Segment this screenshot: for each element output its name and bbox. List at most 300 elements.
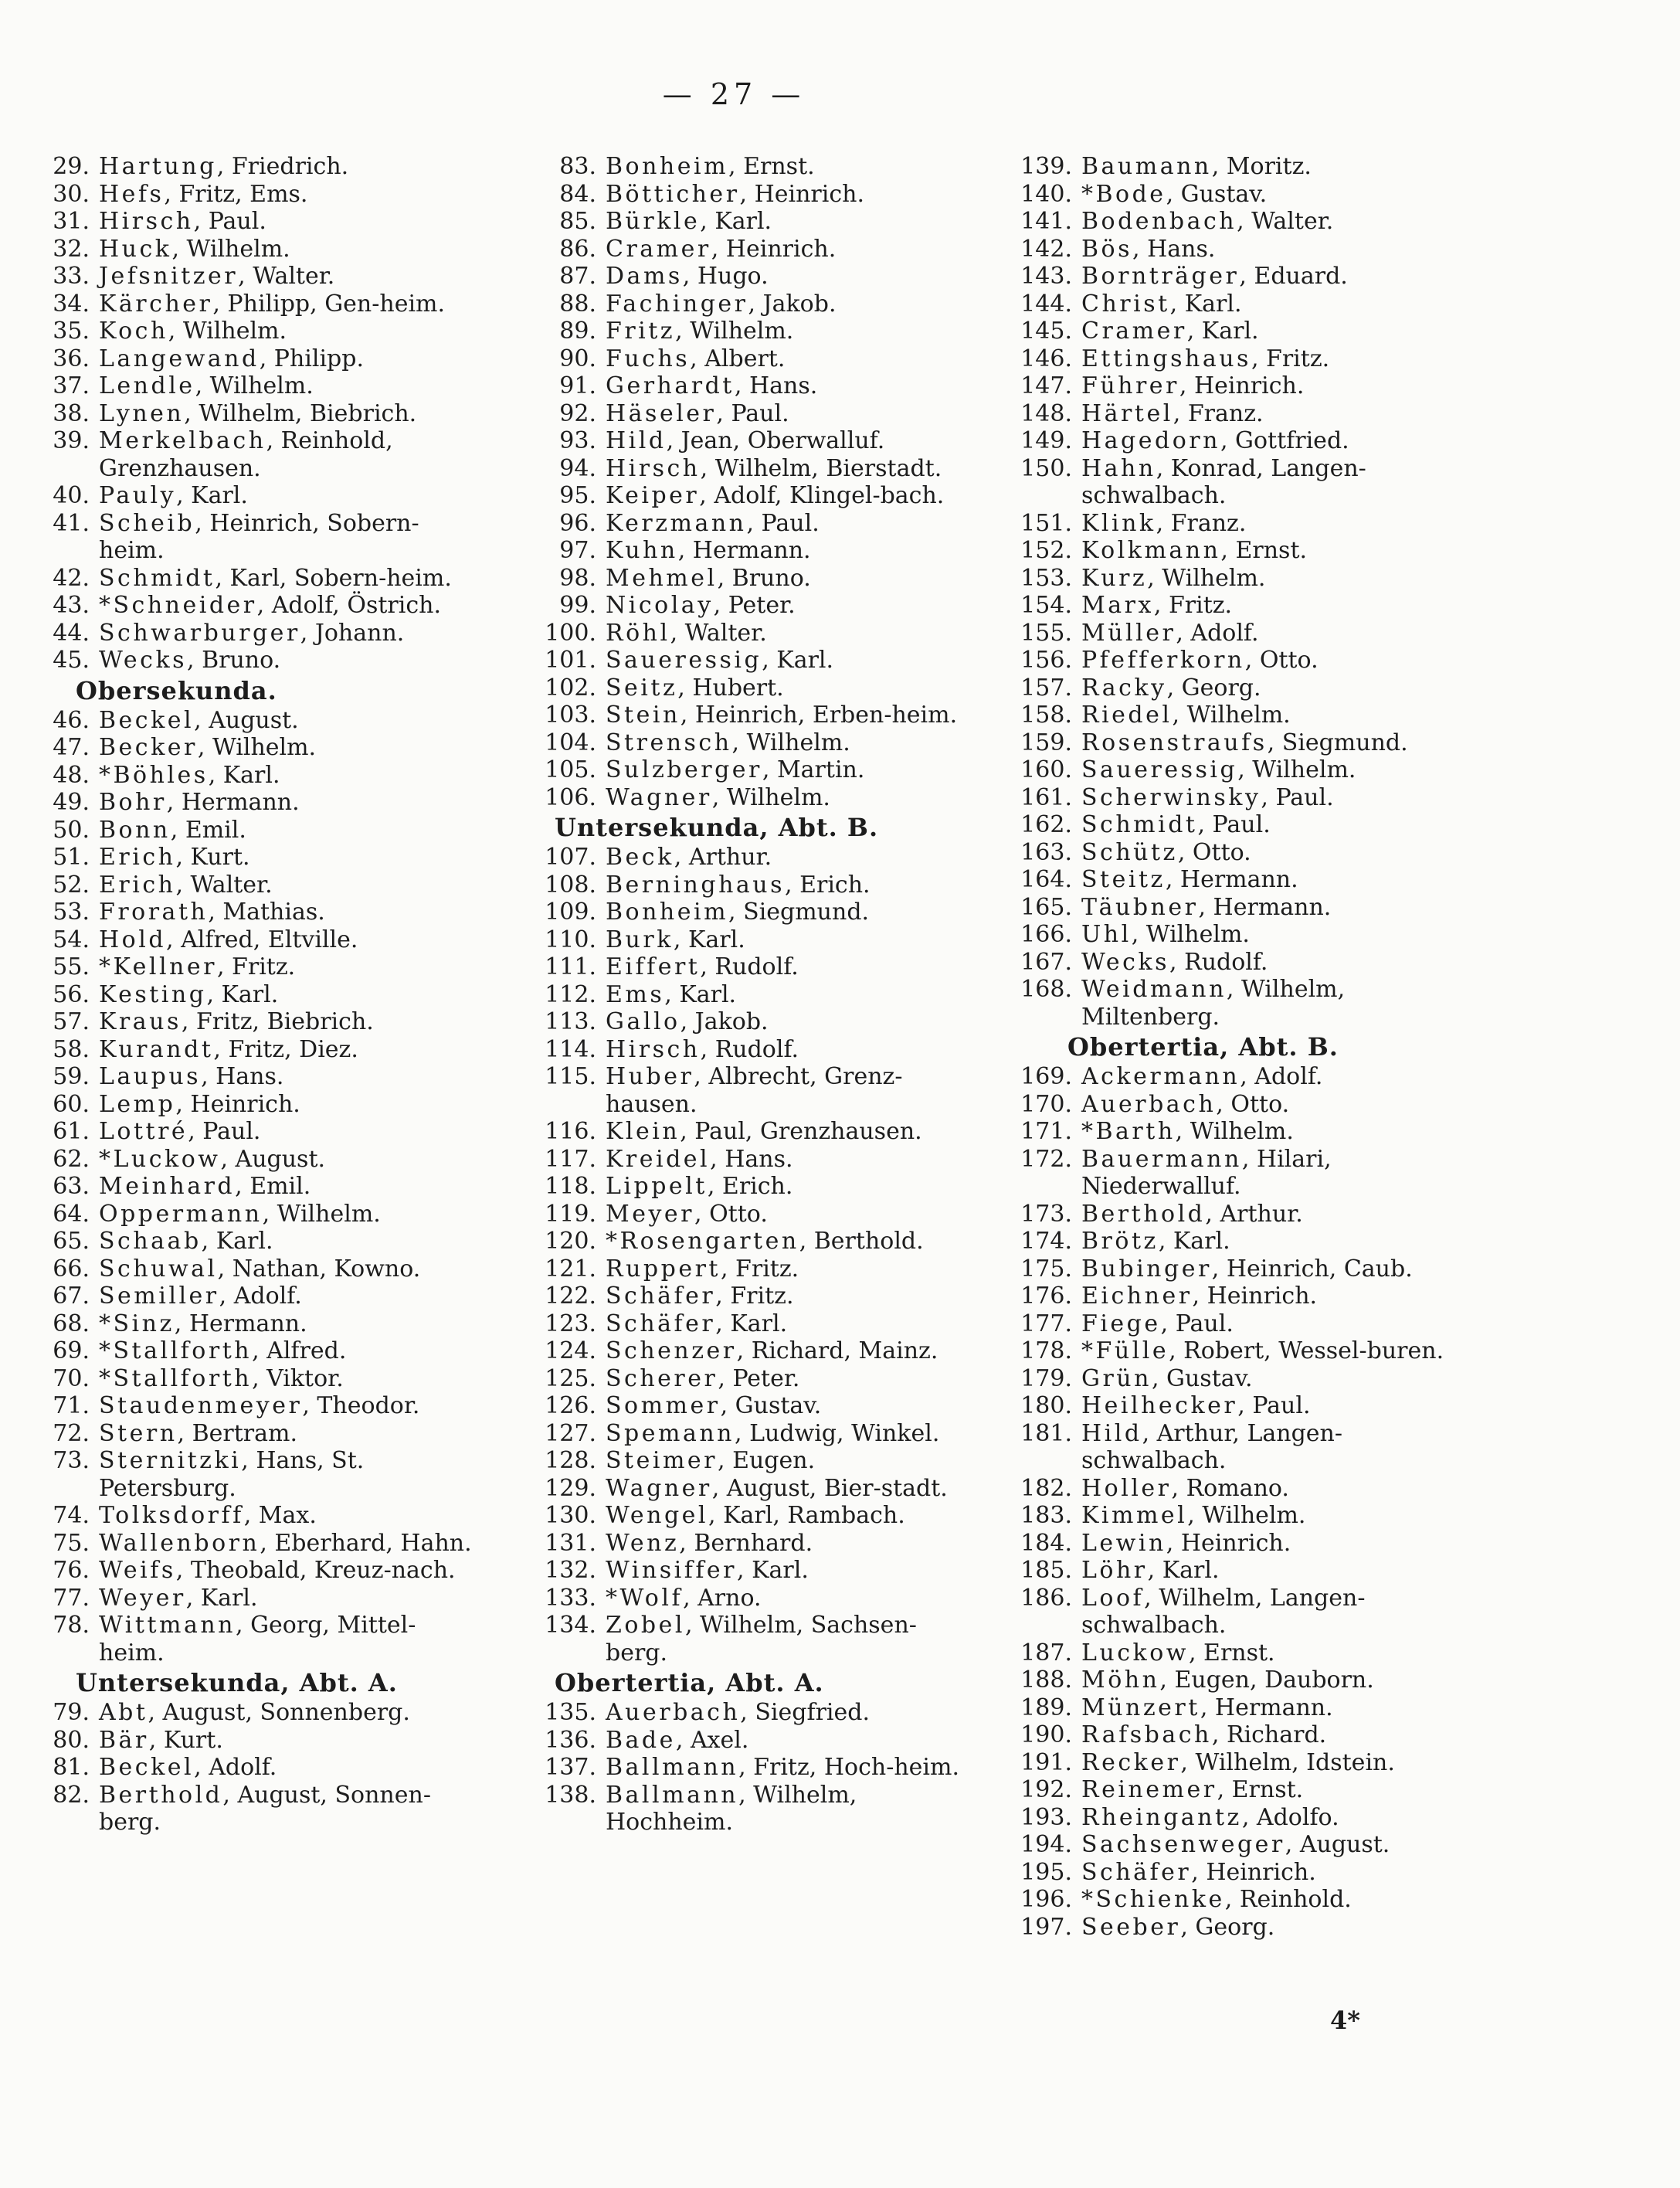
- student-entry: [1013, 1694, 1461, 1722]
- student-entry: [536, 1557, 969, 1585]
- entry-number: 69.: [53, 1337, 90, 1364]
- student-details: , Hans.: [201, 1063, 284, 1090]
- student-surname: Weidmann: [1081, 976, 1227, 1003]
- student-entry: [536, 729, 969, 757]
- student-details: , Walter.: [175, 871, 273, 899]
- entry-number: 49.: [53, 789, 90, 816]
- student-entry: [536, 1146, 969, 1174]
- student-surname: *Rosengarten: [606, 1228, 799, 1255]
- entry-number: 32.: [53, 235, 90, 263]
- student-entry: [45, 1727, 477, 1755]
- student-entry: [536, 981, 969, 1009]
- student-details: , Wilhelm, Bierstadt.: [700, 454, 942, 482]
- student-details: , Otto.: [1177, 838, 1251, 866]
- student-surname: Münzert: [1081, 1694, 1200, 1721]
- student-entry: [536, 702, 969, 729]
- student-entry: [536, 844, 969, 871]
- entry-number: 136.: [545, 1726, 596, 1754]
- student-surname: Heilhecker: [1081, 1392, 1238, 1419]
- entry-number: 162.: [1020, 811, 1072, 838]
- student-surname: *Barth: [1081, 1118, 1176, 1145]
- entry-number: 118.: [545, 1173, 596, 1200]
- section-heading: Untersekunda, Abt. A.: [76, 1668, 398, 1697]
- student-entry: [45, 1310, 477, 1338]
- student-surname: Pauly: [99, 482, 177, 509]
- student-details: , Walter.: [238, 263, 335, 290]
- entry-number: 43.: [53, 592, 90, 619]
- student-surname: Laupus: [99, 1063, 202, 1090]
- student-surname: Bohr: [99, 789, 167, 816]
- student-surname: Lemp: [99, 1090, 176, 1118]
- student-details: , Gustav.: [1166, 180, 1268, 208]
- entry-number: 92.: [559, 399, 596, 427]
- student-details: , Hans.: [710, 1145, 793, 1173]
- student-details: , Arthur, Langen-schwalbach.: [1081, 1419, 1343, 1474]
- student-details: , Albrecht, Grenz-hausen.: [606, 1063, 903, 1118]
- student-details: , Adolfo.: [1241, 1803, 1339, 1831]
- student-entry: [536, 784, 969, 812]
- student-surname: Steimer: [606, 1447, 718, 1474]
- student-surname: Bornträger: [1081, 263, 1240, 290]
- student-surname: Holler: [1081, 1474, 1172, 1502]
- entry-number: 184.: [1020, 1529, 1072, 1557]
- entry-number: 177.: [1020, 1310, 1072, 1337]
- student-entry: [1013, 565, 1461, 593]
- student-surname: Möhn: [1081, 1666, 1160, 1694]
- student-entry: [1013, 1914, 1461, 1942]
- student-surname: Lippelt: [606, 1173, 708, 1200]
- section-heading: Untersekunda, Abt. B.: [555, 813, 879, 842]
- student-surname: Eichner: [1081, 1283, 1193, 1310]
- student-entry: [45, 1754, 477, 1782]
- student-details: , Eugen.: [718, 1447, 816, 1474]
- student-surname: Scheib: [99, 509, 195, 537]
- entry-number: 179.: [1020, 1364, 1072, 1392]
- entry-number: 160.: [1020, 756, 1072, 783]
- student-surname: Wagner: [606, 783, 712, 811]
- entry-number: 108.: [545, 871, 596, 899]
- student-entry: [1013, 1392, 1461, 1420]
- student-surname: Keiper: [606, 482, 700, 509]
- student-details: , Wilhelm.: [731, 729, 850, 756]
- signature-mark: 4*: [1330, 2006, 1360, 2035]
- entry-number: 36.: [53, 345, 90, 372]
- student-details: , Heinrich.: [1179, 372, 1305, 399]
- student-details: , Karl, Sobern-heim.: [215, 564, 452, 592]
- student-entry: [1013, 1091, 1461, 1119]
- student-details: , Ernst.: [728, 153, 815, 180]
- student-entry: [1013, 729, 1461, 757]
- student-surname: *Wolf: [606, 1584, 684, 1612]
- student-surname: Huber: [606, 1063, 694, 1090]
- student-surname: Häseler: [606, 399, 717, 427]
- student-entry: [45, 1255, 477, 1283]
- student-details: , Emil.: [170, 816, 246, 844]
- student-entry: [45, 372, 477, 400]
- student-surname: Wagner: [606, 1474, 712, 1502]
- student-entry: [536, 674, 969, 702]
- entry-number: 131.: [545, 1529, 596, 1557]
- student-entry: [536, 427, 969, 455]
- student-surname: Saueressig: [1081, 756, 1238, 783]
- entry-number: 41.: [53, 509, 90, 537]
- student-entry: [45, 1557, 477, 1585]
- student-entry: [45, 1699, 477, 1727]
- section-heading: Obersekunda.: [76, 675, 277, 705]
- student-surname: Ackermann: [1081, 1063, 1240, 1090]
- student-entry: [536, 290, 969, 318]
- student-details: , Wilhelm, Miltenberg.: [1081, 976, 1346, 1031]
- entry-number: 125.: [545, 1364, 596, 1392]
- student-surname: *Stallforth: [99, 1337, 253, 1364]
- entry-number: 50.: [53, 816, 90, 844]
- student-details: , Theodor.: [302, 1392, 420, 1419]
- student-surname: Merkelbach: [99, 427, 266, 454]
- student-details: , Reinhold.: [1224, 1886, 1352, 1913]
- student-details: , Paul, Grenzhausen.: [680, 1118, 922, 1145]
- student-entry: [1013, 537, 1461, 565]
- student-details: , Eduard.: [1239, 263, 1348, 290]
- student-entry: [45, 1420, 477, 1448]
- entry-number: 181.: [1020, 1419, 1072, 1447]
- student-surname: Fiege: [1081, 1310, 1161, 1337]
- student-details: , Karl.: [1147, 1557, 1220, 1584]
- entry-number: 185.: [1020, 1557, 1072, 1584]
- student-surname: Bade: [606, 1726, 676, 1754]
- entry-number: 196.: [1020, 1886, 1072, 1913]
- student-details: , Fritz.: [216, 953, 296, 980]
- student-entry: [45, 707, 477, 735]
- entry-number: 30.: [53, 180, 90, 208]
- student-details: , Rudolf.: [700, 953, 799, 980]
- entry-number: 42.: [53, 564, 90, 592]
- entry-number: 57.: [53, 1008, 90, 1035]
- student-entry: [1013, 756, 1461, 784]
- student-details: , Hilari, Niederwalluf.: [1081, 1145, 1332, 1200]
- student-entry: [45, 899, 477, 926]
- student-surname: Erich: [99, 871, 176, 899]
- student-entry: [1013, 1201, 1461, 1228]
- student-details: , Fritz.: [715, 1283, 794, 1310]
- student-surname: Schmidt: [99, 564, 216, 592]
- student-surname: *Bode: [1081, 180, 1166, 208]
- entry-number: 120.: [545, 1228, 596, 1255]
- student-surname: Seeber: [1081, 1913, 1181, 1941]
- entry-number: 144.: [1020, 290, 1072, 318]
- entry-number: 34.: [53, 290, 90, 318]
- entry-number: 192.: [1020, 1776, 1072, 1803]
- entry-number: 59.: [53, 1063, 90, 1090]
- student-entry: [1013, 1557, 1461, 1585]
- student-surname: Kimmel: [1081, 1502, 1188, 1529]
- entry-number: 103.: [545, 702, 596, 729]
- student-entry: [45, 400, 477, 428]
- student-entry: [1013, 153, 1461, 181]
- student-surname: Schütz: [1081, 838, 1178, 866]
- entry-number: 37.: [53, 372, 90, 399]
- entry-number: 88.: [559, 290, 596, 318]
- entry-number: 72.: [53, 1419, 90, 1447]
- student-details: , Georg, Mittel-heim.: [99, 1612, 416, 1666]
- student-entry: [1013, 455, 1461, 510]
- entry-number: 163.: [1020, 838, 1072, 866]
- entry-number: 61.: [53, 1118, 90, 1145]
- student-entry: [45, 1530, 477, 1558]
- entry-number: 40.: [53, 482, 90, 509]
- student-entry: [45, 510, 477, 565]
- entry-number: 175.: [1020, 1255, 1072, 1283]
- student-surname: Saueressig: [606, 647, 762, 674]
- student-details: , Karl.: [206, 980, 279, 1008]
- student-details: , Wilhelm.: [1237, 756, 1356, 783]
- student-entry: [1013, 1530, 1461, 1558]
- student-entry: [1013, 921, 1461, 949]
- student-entry: [1013, 620, 1461, 647]
- student-surname: Riedel: [1081, 702, 1173, 729]
- entry-number: 148.: [1020, 399, 1072, 427]
- student-surname: Spemann: [606, 1419, 735, 1447]
- student-entry: [536, 1585, 969, 1612]
- student-details: , Walter.: [670, 619, 767, 647]
- entry-number: 169.: [1020, 1063, 1072, 1090]
- entry-number: 107.: [545, 844, 596, 871]
- student-entry: [1013, 400, 1461, 428]
- student-surname: Zobel: [606, 1612, 685, 1639]
- student-entry: [1013, 1228, 1461, 1255]
- student-surname: Semiller: [99, 1283, 219, 1310]
- student-surname: Kerzmann: [606, 509, 747, 537]
- entry-number: 77.: [53, 1584, 90, 1612]
- student-entry: [536, 1310, 969, 1338]
- student-surname: Wallenborn: [99, 1529, 260, 1557]
- entry-number: 195.: [1020, 1858, 1072, 1886]
- student-entry: [536, 926, 969, 954]
- student-entry: [45, 647, 477, 674]
- student-entry: [536, 1201, 969, 1228]
- entry-number: 94.: [559, 454, 596, 482]
- entry-number: 167.: [1020, 948, 1072, 976]
- entry-number: 85.: [559, 208, 596, 235]
- entry-number: 66.: [53, 1255, 90, 1283]
- student-entry: [45, 1447, 477, 1502]
- entry-number: 74.: [53, 1502, 90, 1529]
- entry-number: 70.: [53, 1364, 90, 1392]
- student-details: , Karl.: [664, 980, 737, 1008]
- entry-number: 172.: [1020, 1145, 1072, 1173]
- student-surname: Sulzberger: [606, 756, 762, 783]
- student-details: , Heinrich.: [711, 235, 837, 263]
- student-entry: [1013, 510, 1461, 538]
- student-details: , Richard, Mainz.: [736, 1337, 938, 1364]
- entry-number: 141.: [1020, 208, 1072, 235]
- student-details: , Adolf.: [1240, 1063, 1323, 1090]
- student-surname: Hirsch: [99, 208, 194, 235]
- student-details: , Hermann.: [1200, 1694, 1333, 1721]
- entry-number: 60.: [53, 1090, 90, 1118]
- student-entry: [1013, 1283, 1461, 1310]
- student-details: , Wilhelm.: [1172, 702, 1291, 729]
- student-details: , Richard.: [1211, 1721, 1327, 1748]
- student-entry: [1013, 976, 1461, 1031]
- student-entry: [45, 1228, 477, 1255]
- student-details: , Arthur.: [1205, 1200, 1303, 1228]
- student-entry: [536, 1727, 969, 1755]
- student-entry: [1013, 674, 1461, 702]
- student-details: , Hermann.: [677, 537, 811, 564]
- student-details: , Wilhelm, Idstein.: [1180, 1748, 1395, 1776]
- entry-number: 45.: [53, 647, 90, 674]
- student-details: , Wilhelm.: [1175, 1118, 1294, 1145]
- student-surname: Uhl: [1081, 921, 1132, 948]
- student-details: , Rudolf.: [1169, 948, 1268, 976]
- student-entry: [1013, 1776, 1461, 1804]
- student-entry: [536, 181, 969, 209]
- entry-number: 174.: [1020, 1228, 1072, 1255]
- student-details: , Mathias.: [208, 899, 325, 926]
- student-details: , Bruno.: [187, 647, 281, 674]
- student-surname: Schenzer: [606, 1337, 737, 1364]
- student-entry: [45, 1063, 477, 1091]
- student-surname: Fuchs: [606, 345, 691, 372]
- student-surname: Müller: [1081, 619, 1176, 647]
- student-details: , Wilhelm, Sachsen-berg.: [606, 1612, 917, 1666]
- student-surname: Scherer: [606, 1364, 718, 1392]
- student-surname: Kurz: [1081, 564, 1148, 592]
- student-entry: [45, 1091, 477, 1119]
- entry-number: 112.: [545, 980, 596, 1008]
- entry-number: 113.: [545, 1008, 596, 1035]
- entry-number: 134.: [545, 1612, 596, 1639]
- student-surname: Tolksdorff: [99, 1502, 244, 1529]
- student-surname: Bötticher: [606, 180, 740, 208]
- student-surname: Ruppert: [606, 1255, 721, 1283]
- student-details: , Emil.: [235, 1173, 311, 1200]
- entry-number: 111.: [545, 953, 596, 980]
- student-surname: Rheingantz: [1081, 1803, 1242, 1831]
- student-surname: Hold: [99, 926, 167, 953]
- entry-number: 159.: [1020, 729, 1072, 756]
- student-details: , Adolf, Östrich.: [256, 592, 442, 619]
- student-details: , Ludwig, Winkel.: [735, 1419, 940, 1447]
- entry-number: 38.: [53, 399, 90, 427]
- entry-number: 126.: [545, 1392, 596, 1419]
- student-surname: Löhr: [1081, 1557, 1148, 1584]
- student-details: , Heinrich.: [1192, 1283, 1318, 1310]
- entry-number: 129.: [545, 1474, 596, 1502]
- student-details: , Paul.: [193, 208, 266, 235]
- student-details: , August, Sonnen-berg.: [99, 1781, 431, 1836]
- entry-number: 145.: [1020, 318, 1072, 345]
- entry-number: 33.: [53, 263, 90, 290]
- entry-number: 189.: [1020, 1694, 1072, 1721]
- student-entry: [536, 620, 969, 647]
- student-surname: Brötz: [1081, 1228, 1159, 1255]
- student-details: , Karl, Rambach.: [708, 1502, 905, 1529]
- student-entry: [1013, 894, 1461, 922]
- entry-number: 83.: [559, 153, 596, 180]
- student-details: , Viktor.: [252, 1364, 344, 1392]
- student-entry: [45, 1612, 477, 1666]
- student-entry: [1013, 236, 1461, 263]
- entry-number: 52.: [53, 871, 90, 899]
- student-details: , Rudolf.: [700, 1035, 799, 1063]
- student-surname: *Fülle: [1081, 1337, 1169, 1364]
- student-surname: Huck: [99, 235, 172, 263]
- student-surname: Berninghaus: [606, 871, 786, 899]
- entry-number: 165.: [1020, 893, 1072, 921]
- page-number: — 27 —: [662, 77, 806, 111]
- student-entry: [1013, 866, 1461, 894]
- student-entry: [536, 318, 969, 345]
- entry-number: 90.: [559, 345, 596, 372]
- student-surname: Dams: [606, 263, 683, 290]
- student-entry: [1013, 1255, 1461, 1283]
- student-entry: [45, 1782, 477, 1836]
- student-entry: [536, 592, 969, 620]
- student-entry: [1013, 290, 1461, 318]
- student-surname: Hahn: [1081, 454, 1156, 482]
- student-entry: [45, 1146, 477, 1174]
- entry-number: 183.: [1020, 1502, 1072, 1529]
- student-surname: Scherwinsky: [1081, 783, 1261, 811]
- entry-number: 193.: [1020, 1803, 1072, 1831]
- student-details: , Otto.: [1216, 1090, 1290, 1118]
- entry-number: 146.: [1020, 345, 1072, 372]
- student-entry: [45, 1173, 477, 1201]
- student-surname: Kesting: [99, 980, 207, 1008]
- student-surname: Sachsenweger: [1081, 1831, 1285, 1858]
- student-details: , Karl.: [176, 482, 248, 509]
- student-details: , Peter.: [713, 592, 796, 619]
- student-surname: Bös: [1081, 235, 1133, 263]
- student-details: , Robert, Wessel-buren.: [1169, 1337, 1444, 1364]
- student-entry: [536, 482, 969, 510]
- student-entry: [536, 1699, 969, 1727]
- student-details: , Wilhelm.: [1187, 1502, 1306, 1529]
- student-entry: [536, 1008, 969, 1036]
- student-surname: Stein: [606, 702, 680, 729]
- entry-number: 166.: [1020, 921, 1072, 948]
- student-details: , Paul.: [1160, 1310, 1234, 1337]
- student-details: , Arthur.: [674, 844, 772, 871]
- entry-number: 158.: [1020, 702, 1072, 729]
- student-surname: Oppermann: [99, 1200, 263, 1228]
- student-surname: Bubinger: [1081, 1255, 1212, 1283]
- student-details: , Heinrich, Sobern-heim.: [99, 509, 419, 564]
- student-surname: Hagedorn: [1081, 427, 1220, 454]
- entry-number: 182.: [1020, 1474, 1072, 1502]
- student-surname: Bodenbach: [1081, 208, 1237, 235]
- student-details: , August.: [194, 706, 299, 734]
- student-surname: Racky: [1081, 674, 1167, 702]
- entry-number: 187.: [1020, 1639, 1072, 1666]
- student-entry: [45, 565, 477, 593]
- student-surname: Frorath: [99, 899, 209, 926]
- student-surname: Bär: [99, 1726, 149, 1754]
- entry-number: 56.: [53, 980, 90, 1008]
- student-surname: Fritz: [606, 318, 676, 345]
- student-details: , Wilhelm, Hochheim.: [606, 1781, 857, 1836]
- student-surname: Schäfer: [606, 1283, 716, 1310]
- student-surname: Luckow: [1081, 1639, 1189, 1666]
- student-surname: Röhl: [606, 619, 670, 647]
- student-surname: Staudenmeyer: [99, 1392, 303, 1419]
- student-details: , Alfred.: [252, 1337, 347, 1364]
- student-surname: Recker: [1081, 1748, 1181, 1776]
- entry-number: 71.: [53, 1392, 90, 1419]
- student-details: , Wilhelm.: [197, 734, 317, 761]
- entry-number: 147.: [1020, 372, 1072, 399]
